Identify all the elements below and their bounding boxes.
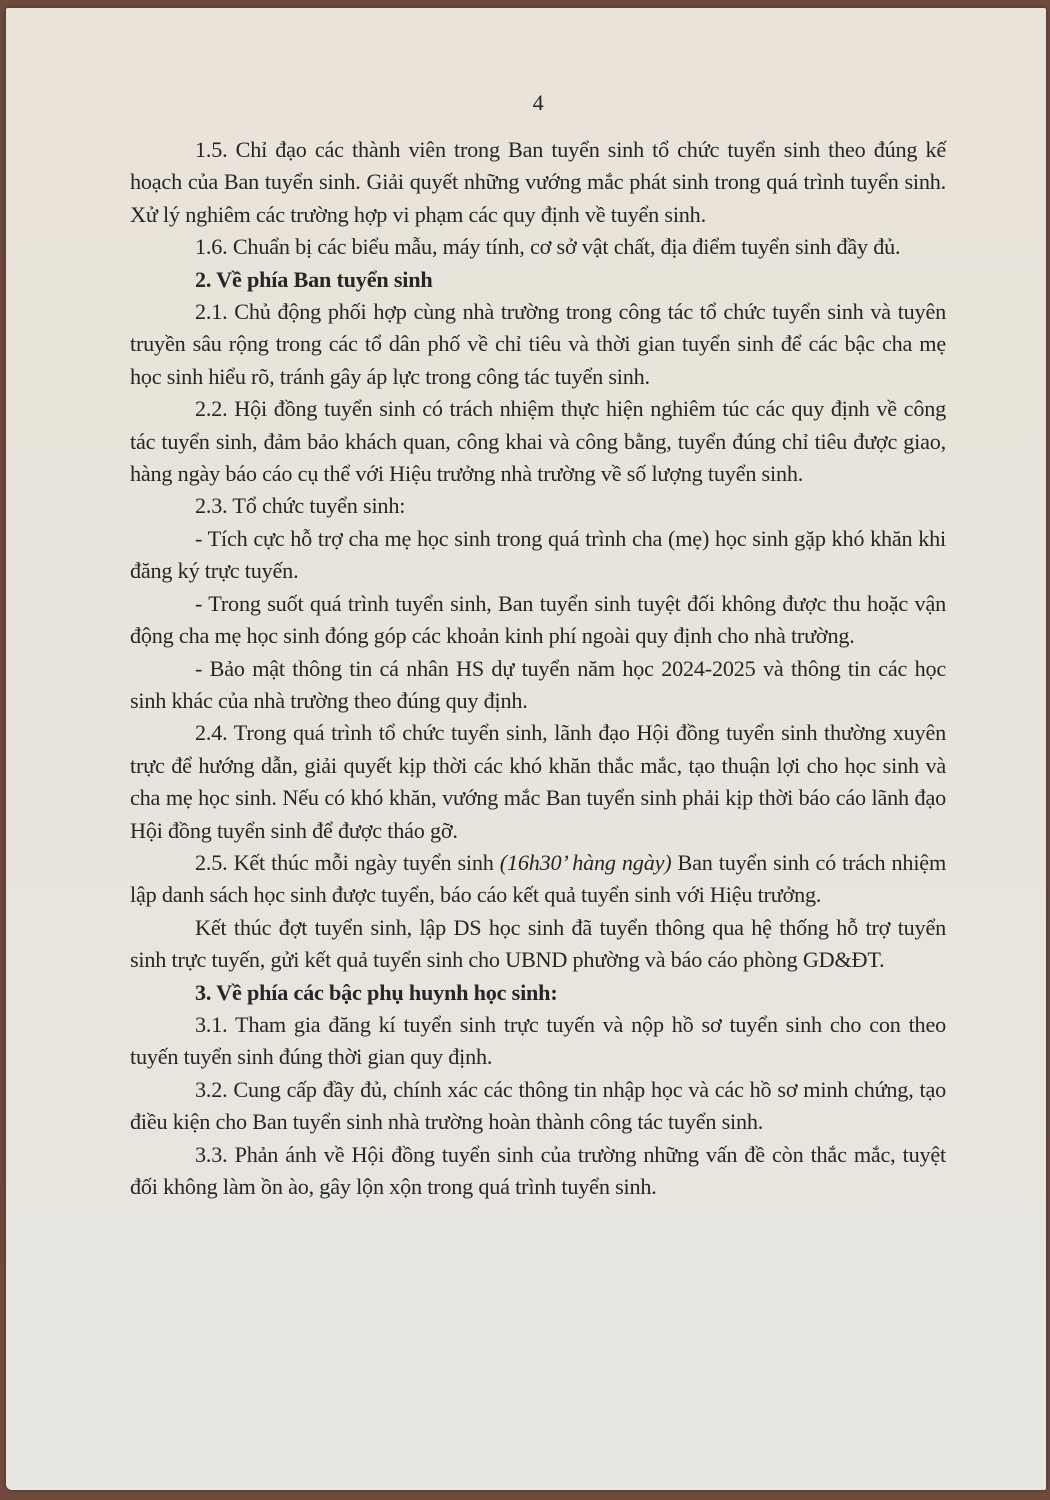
- paragraph-2-2: 2.2. Hội đồng tuyển sinh có trách nhiệm thực hiện nghiêm túc các quy định về công tác tuyển sinh, đảm bảo khách quan, công khai và công bằng, tuyển đúng chỉ tiêu được giao, hàng ngày báo cáo cụ thể với Hiệu trưởng nhà trường về số lượng tuyển sinh.: [130, 396, 946, 487]
- document-body: [130, 134, 946, 1203]
- bullet-support-parents: - Tích cực hỗ trợ cha mẹ học sinh trong quá trình cha (mẹ) học sinh gặp khó khăn khi đăng ký trực tuyến.: [130, 525, 946, 584]
- paragraph-2-5: [130, 847, 946, 912]
- paragraph-2-5-end: Ban tuyển sinh có trách nhiệm lập danh sách học sinh được tuyển, báo cáo kết quả tuyển sinh với Hiệu trưởng.: [130, 849, 947, 908]
- section-heading-2: 2. Về phía Ban tuyển sinh: [195, 266, 433, 292]
- bullet-no-fees: - Trong suốt quá trình tuyển sinh, Ban tuyển sinh tuyệt đối không được thu hoặc vận động cha mẹ học sinh đóng góp các khoản kinh phí ngoài quy định cho nhà trường.: [130, 590, 946, 649]
- paragraph-3-3: 3.3. Phản ánh về Hội đồng tuyển sinh của trường những vấn đề còn thắc mắc, tuyệt đối không làm ồn ào, gây lộn xộn trong quá trình tuyển sinh.: [130, 1141, 946, 1199]
- paragraph-1-5: 1.5. Chỉ đạo các thành viên trong Ban tuyển sinh tổ chức tuyển sinh theo đúng kế hoạch của Ban tuyển sinh. Giải quyết những vướng mắc phát sinh trong quá trình tuyển sinh. Xử lý nghiêm các trường hợp vi phạm các quy định về tuyển sinh.: [130, 137, 946, 227]
- bullet-data-privacy: - Bảo mật thông tin cá nhân HS dự tuyển năm học 2024-2025 và thông tin các học sinh khác của nhà trường theo đúng quy định.: [130, 655, 946, 713]
- daily-time-note: (16h30’ hàng ngày): [499, 849, 672, 875]
- paragraph-2-3: 2.3. Tổ chức tuyển sinh:: [195, 493, 406, 519]
- paragraph-1-6: 1.6. Chuẩn bị các biểu mẫu, máy tính, cơ sở vật chất, địa điểm tuyển sinh đầy đủ.: [195, 234, 901, 260]
- paragraph-2-1: 2.1. Chủ động phối hợp cùng nhà trường trong công tác tổ chức tuyển sinh và tuyên truyền sâu rộng trong các tổ dân phố về chỉ tiêu và thời gian tuyển sinh để các bậc cha mẹ học sinh hiểu rõ, tránh gây áp lực trong công tác tuyển sinh.: [130, 299, 946, 389]
- paragraph-3-2: 3.2. Cung cấp đầy đủ, chính xác các thông tin nhập học và các hồ sơ minh chứng, tạo điều kiện cho Ban tuyển sinh nhà trường hoàn thành công tác tuyển sinh.: [130, 1076, 946, 1135]
- paragraph-2-4: 2.4. Trong quá trình tổ chức tuyển sinh, lãnh đạo Hội đồng tuyển sinh thường xuyên trực để hướng dẫn, giải quyết kịp thời các khó khăn thắc mắc, tạo thuận lợi cho học sinh và cha mẹ học sinh. Nếu có khó khăn, vướng mắc Ban tuyển sinh phải kịp thời báo cáo lãnh đạo Hội đồng tuyển sinh để được tháo gỡ.: [130, 720, 946, 843]
- section-heading-3: 3. Về phía các bậc phụ huynh học sinh:: [195, 979, 558, 1005]
- page-number: 4: [532, 90, 544, 115]
- paper-page: [6, 8, 1046, 1490]
- paragraph-3-1: 3.1. Tham gia đăng kí tuyển sinh trực tuyến và nộp hồ sơ tuyển sinh cho con theo tuyến tuyển sinh đúng thời gian quy định.: [130, 1011, 946, 1070]
- paragraph-2-5-start: 2.5. Kết thúc mỗi ngày tuyển sinh: [195, 849, 500, 875]
- paragraph-end-of-enrollment: Kết thúc đợt tuyển sinh, lập DS học sinh đã tuyển thông qua hệ thống hỗ trợ tuyển sinh trực tuyến, gửi kết quả tuyển sinh cho UBND phường và báo cáo phòng GD&ĐT.: [130, 914, 946, 973]
